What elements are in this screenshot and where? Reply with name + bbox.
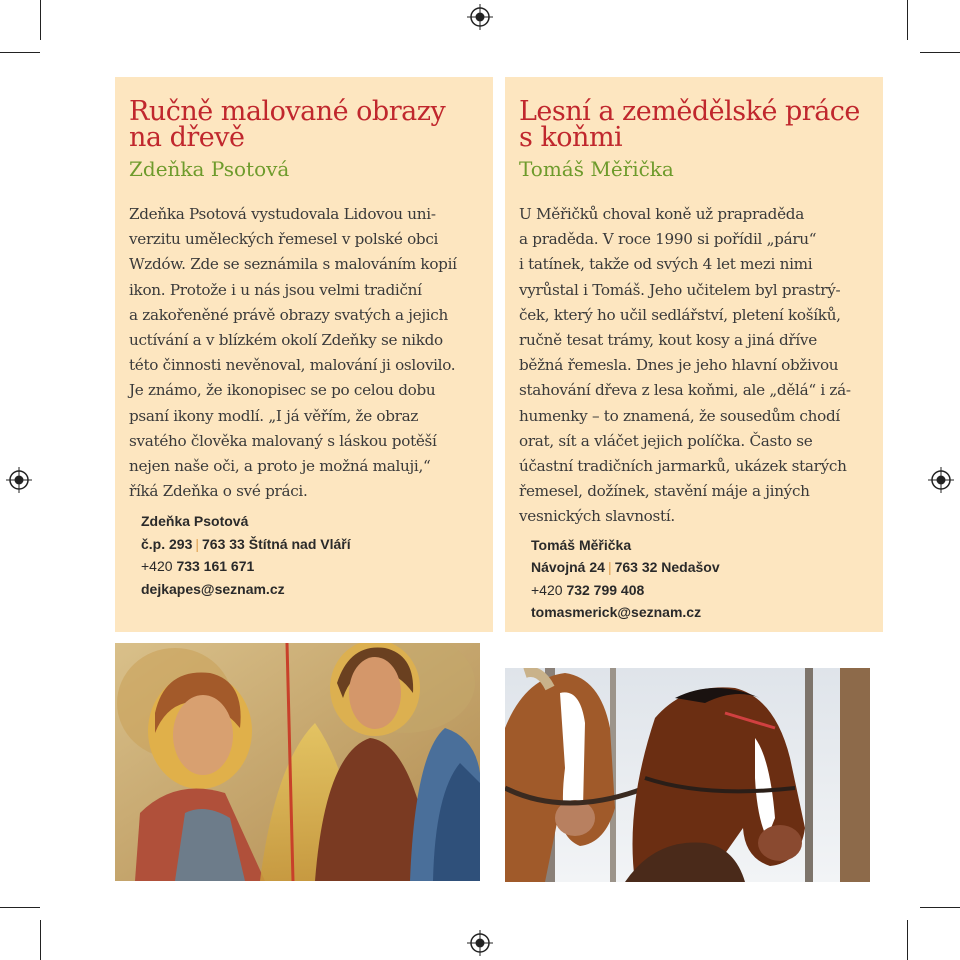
body-line: této činnosti nevěnoval, malování ji oslovilo. — [129, 356, 456, 375]
title-line: Ručně malované obrazy — [129, 96, 446, 127]
body-line: humenky – to znamená, že sousedům chodí — [519, 406, 840, 425]
body-line: a zakořeněné právě obrazy svatých a jejich — [129, 305, 448, 324]
left-article-body — [129, 202, 479, 504]
phone-number: 732 799 408 — [566, 581, 645, 598]
body-line: běžná řemesla. Dnes je jeho hlavní obživou — [519, 356, 839, 375]
body-line: ček, který ho učil sedlářství, pletení košíků, — [519, 305, 841, 324]
registration-mark-icon — [467, 930, 493, 956]
body-line: ikon. Protože i u nás jsou velmi tradiční — [129, 280, 422, 299]
title-line: Lesní a zemědělské práce — [519, 96, 860, 127]
phone-prefix: +420 — [531, 581, 563, 598]
registration-mark-icon — [467, 4, 493, 30]
contact-address — [531, 556, 871, 579]
body-line: vyrůstal i Tomáš. Jeho učitelem byl prastrý- — [519, 280, 841, 299]
body-line: Zdeňka Psotová vystudovala Lidovou uni- — [129, 205, 436, 223]
title-line: na dřevě — [129, 122, 245, 153]
body-line: říká Zdeňka o své práci. — [129, 482, 308, 501]
right-article-body — [519, 202, 871, 530]
crop-mark — [907, 920, 908, 960]
registration-mark-icon — [6, 467, 32, 493]
crop-mark — [40, 0, 41, 40]
body-line: Je známo, že ikonopisec se po celou dobu — [129, 381, 436, 400]
body-line: Wzdów. Zde se seznámila s malováním kopií — [129, 255, 457, 274]
horses-photo — [505, 668, 870, 882]
right-contact-block — [519, 534, 871, 624]
right-article-panel — [505, 77, 883, 632]
body-line: psaní ikony modlí. „I já věřím, že obraz — [129, 406, 419, 425]
right-article-title — [519, 96, 871, 153]
contact-name: Zdeňka Psotová — [141, 513, 249, 530]
contact-address-part: 763 32 Nedašov — [614, 559, 720, 576]
contact-address-part: 763 33 Štítná nad Vláří — [202, 535, 351, 552]
icon-painting-photo — [115, 643, 480, 881]
crop-mark — [920, 907, 960, 908]
contact-email[interactable]: dejkapes@seznam.cz — [141, 580, 285, 597]
body-line: uctívání a v blízkém okolí Zdeňky se nikdo — [129, 331, 443, 350]
crop-mark — [40, 920, 41, 960]
contact-phone — [141, 555, 479, 578]
left-article-panel — [115, 77, 493, 632]
contact-address — [141, 533, 479, 556]
body-line: U Měřičků choval koně už prapraděda — [519, 205, 804, 223]
body-line: svatého člověka malovaný s láskou potěší — [129, 431, 437, 450]
body-line: řemesel, dožínek, stavění máje a jiných — [519, 482, 810, 501]
crop-mark — [0, 52, 40, 53]
crop-mark — [907, 0, 908, 40]
crop-mark — [920, 52, 960, 53]
separator-bar: | — [607, 559, 612, 576]
phone-number: 733 161 671 — [176, 558, 255, 575]
body-line: nejen naše oči, a proto je možná maluji,“ — [129, 457, 431, 476]
registration-mark-icon — [928, 467, 954, 493]
body-line: i tatínek, takže od svých 4 let mezi nimi — [519, 255, 813, 274]
title-line: s koňmi — [519, 122, 623, 153]
right-article-author: Tomáš Měřička — [519, 157, 674, 181]
body-line: verzitu uměleckých řemesel v polské obci — [129, 230, 439, 249]
contact-address-part: Návojná 24 — [531, 559, 605, 576]
body-line: účastní tradičních jarmarků, ukázek starých — [519, 457, 847, 476]
body-line: ručně tesat trámy, kout kosy a jiná dříve — [519, 331, 817, 350]
contact-phone — [531, 579, 871, 602]
phone-prefix: +420 — [141, 558, 173, 575]
contact-email[interactable]: tomasmerick@seznam.cz — [531, 604, 702, 621]
body-line: stahování dřeva z lesa koňmi, ale „dělá“ i zá- — [519, 381, 851, 400]
left-article-title — [129, 96, 479, 153]
separator-bar: | — [195, 535, 200, 552]
left-contact-block — [129, 510, 479, 600]
left-article-author: Zdeňka Psotová — [129, 157, 290, 181]
body-line: a praděda. V roce 1990 si pořídil „páru“ — [519, 230, 817, 249]
body-line: orat, sít a vláčet jejich políčka. Často se — [519, 431, 813, 450]
body-line: vesnických slavností. — [519, 507, 675, 526]
crop-mark — [0, 907, 40, 908]
contact-name: Tomáš Měřička — [531, 536, 632, 553]
contact-address-part: č.p. 293 — [141, 535, 193, 552]
